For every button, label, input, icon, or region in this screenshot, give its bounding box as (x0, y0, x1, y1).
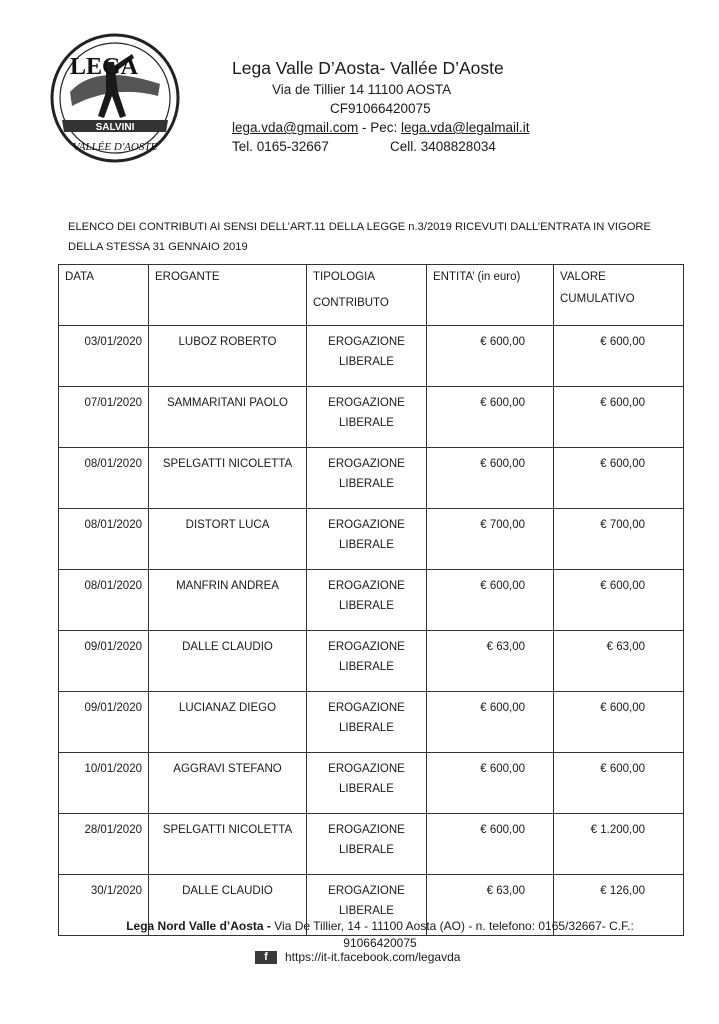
type-text: EROGAZIONE (328, 336, 405, 348)
donor-text: LUBOZ ROBERTO (178, 336, 277, 348)
donor-text: MANFRIN ANDREA (176, 580, 279, 592)
date-text: 03/01/2020 (84, 336, 142, 348)
org-name: Lega Valle D’Aosta- Vallée D’Aoste (232, 58, 504, 78)
date-text: 09/01/2020 (84, 641, 142, 653)
donor-text: DALLE CLAUDIO (182, 885, 273, 897)
amount-text: € 600,00 (480, 336, 525, 348)
header-entita: ENTITA’ (in euro) (427, 265, 554, 326)
table-row (59, 631, 684, 692)
amount-cell (427, 509, 554, 570)
type-text: EROGAZIONE (328, 824, 405, 836)
date-cell (59, 631, 149, 692)
donor-text: SPELGATTI NICOLETTA (162, 824, 293, 836)
logo-bottom-text: VALLÉE D'AOSTE (72, 141, 158, 153)
type-cell (307, 326, 427, 387)
type-text: EROGAZIONE (328, 519, 405, 531)
cumulative-text: € 600,00 (600, 336, 645, 348)
cumulative-text: € 600,00 (600, 580, 645, 592)
date-cell (59, 753, 149, 814)
donor-cell (149, 631, 307, 692)
header-valore-1: VALORE (560, 271, 606, 283)
letterhead (232, 56, 632, 156)
cumulative-cell (554, 387, 684, 448)
type-text: EROGAZIONE (328, 458, 405, 470)
cumulative-text: € 600,00 (600, 702, 645, 714)
footer-line-1 (80, 918, 680, 935)
amount-cell (427, 692, 554, 753)
type-cell (307, 814, 427, 875)
type-text: LIBERALE (339, 600, 394, 612)
donor-cell (149, 692, 307, 753)
donor-text: LUCIANAZ DIEGO (178, 702, 277, 714)
amount-cell (427, 631, 554, 692)
type-text: LIBERALE (339, 661, 394, 673)
date-cell (59, 814, 149, 875)
date-text: 08/01/2020 (84, 580, 142, 592)
type-text: LIBERALE (339, 539, 394, 551)
donor-text: DALLE CLAUDIO (182, 641, 273, 653)
amount-text: € 63,00 (486, 641, 525, 653)
tel-number: Tel. 0165-32667 (232, 139, 329, 154)
type-text: LIBERALE (339, 478, 394, 490)
amount-text: € 600,00 (480, 580, 525, 592)
cumulative-cell (554, 753, 684, 814)
table-row (59, 387, 684, 448)
date-cell (59, 387, 149, 448)
cell-number: Cell. 3408828034 (390, 139, 496, 154)
type-text: LIBERALE (339, 356, 394, 368)
table-row (59, 692, 684, 753)
amount-text: € 600,00 (480, 458, 525, 470)
footer-cf: 91066420075 (343, 936, 417, 950)
type-text: EROGAZIONE (328, 641, 405, 653)
contributions-table (58, 264, 684, 936)
date-cell (59, 326, 149, 387)
amount-text: € 600,00 (480, 763, 525, 775)
facebook-link[interactable]: https://it-it.facebook.com/legavda (285, 950, 461, 964)
donor-cell (149, 509, 307, 570)
intro-text (68, 217, 668, 257)
type-cell (307, 570, 427, 631)
donor-cell (149, 753, 307, 814)
amount-cell (427, 387, 554, 448)
type-text: EROGAZIONE (328, 885, 405, 897)
donor-text: SPELGATTI NICOLETTA (162, 458, 293, 470)
cumulative-text: € 600,00 (600, 397, 645, 409)
type-text: LIBERALE (339, 722, 394, 734)
phone-line (232, 137, 632, 156)
email-line (232, 118, 632, 137)
footer-address: Via De Tillier, 14 - 11100 Aosta (AO) - n. telefono: 0165/32667- C.F.: (270, 919, 634, 933)
date-text: 28/01/2020 (84, 824, 142, 836)
type-cell (307, 387, 427, 448)
type-cell (307, 509, 427, 570)
email-link[interactable]: lega.vda@gmail.com (232, 120, 359, 135)
type-text: EROGAZIONE (328, 702, 405, 714)
cumulative-cell (554, 448, 684, 509)
pec-link[interactable]: lega.vda@legalmail.it (401, 120, 530, 135)
footer (80, 918, 680, 952)
type-text: LIBERALE (339, 905, 394, 917)
cumulative-cell (554, 326, 684, 387)
amount-cell (427, 326, 554, 387)
intro-line-1: ELENCO DEI CONTRIBUTI AI SENSI DELL’ART.11 DELLA LEGGE n.3/2019 RICEVUTI DALL’ENTRATA IN VIGORE (68, 221, 651, 233)
org-address: Via de Tillier 14 11100 AOSTA (272, 82, 452, 97)
amount-text: € 600,00 (480, 824, 525, 836)
table-row (59, 448, 684, 509)
date-text: 07/01/2020 (84, 397, 142, 409)
type-text: EROGAZIONE (328, 397, 405, 409)
cumulative-cell (554, 570, 684, 631)
header-valore-2: CUMULATIVO (560, 293, 635, 305)
amount-text: € 63,00 (486, 885, 525, 897)
type-text: LIBERALE (339, 783, 394, 795)
type-cell (307, 448, 427, 509)
date-cell (59, 692, 149, 753)
amount-cell (427, 448, 554, 509)
type-text: LIBERALE (339, 417, 394, 429)
org-cf: CF91066420075 (330, 101, 431, 116)
cumulative-cell (554, 631, 684, 692)
logo-top-text: LEGA (70, 54, 139, 80)
amount-cell (427, 814, 554, 875)
type-text: EROGAZIONE (328, 580, 405, 592)
cumulative-text: € 126,00 (600, 885, 645, 897)
donor-cell (149, 570, 307, 631)
date-cell (59, 509, 149, 570)
amount-cell (427, 753, 554, 814)
header-tipologia-1: TIPOLOGIA (313, 271, 375, 283)
donor-cell (149, 814, 307, 875)
date-text: 30/1/2020 (90, 885, 142, 897)
header-data: DATA (59, 265, 149, 326)
table-row (59, 753, 684, 814)
donor-cell (149, 326, 307, 387)
donor-cell (149, 387, 307, 448)
amount-cell (427, 570, 554, 631)
donor-text: AGGRAVI STEFANO (173, 763, 282, 775)
cumulative-cell (554, 692, 684, 753)
header-valore (554, 265, 684, 326)
lega-logo (48, 32, 182, 164)
type-text: LIBERALE (339, 844, 394, 856)
type-cell (307, 692, 427, 753)
logo-band-text: SALVINI (95, 122, 135, 133)
date-cell (59, 448, 149, 509)
date-cell (59, 570, 149, 631)
cumulative-text: € 600,00 (600, 763, 645, 775)
donor-cell (149, 448, 307, 509)
pec-label: - Pec: (358, 120, 402, 135)
date-text: 08/01/2020 (84, 519, 142, 531)
table-row (59, 326, 684, 387)
cumulative-cell (554, 509, 684, 570)
type-cell (307, 631, 427, 692)
header-tipologia (307, 265, 427, 326)
table-header-row (59, 265, 684, 326)
type-text: EROGAZIONE (328, 763, 405, 775)
table-row (59, 570, 684, 631)
amount-text: € 600,00 (480, 397, 525, 409)
donor-text: SAMMARITANI PAOLO (167, 397, 288, 409)
donor-text: DISTORT LUCA (185, 519, 270, 531)
cumulative-text: € 600,00 (600, 458, 645, 470)
amount-text: € 700,00 (480, 519, 525, 531)
cumulative-text: € 63,00 (606, 641, 645, 653)
amount-text: € 600,00 (480, 702, 525, 714)
date-text: 08/01/2020 (84, 458, 142, 470)
cumulative-text: € 1.200,00 (590, 824, 645, 836)
intro-line-2: DELLA STESSA 31 GENNAIO 2019 (68, 241, 248, 253)
footer-org: Lega Nord Valle d’Aosta - (126, 919, 271, 933)
table-row (59, 814, 684, 875)
header-tipologia-2: CONTRIBUTO (313, 297, 389, 309)
cumulative-text: € 700,00 (600, 519, 645, 531)
facebook-row (255, 950, 460, 964)
cumulative-cell (554, 814, 684, 875)
date-text: 09/01/2020 (84, 702, 142, 714)
date-text: 10/01/2020 (84, 763, 142, 775)
table-row (59, 509, 684, 570)
type-cell (307, 753, 427, 814)
facebook-icon: f (255, 951, 277, 964)
header-erogante: EROGANTE (149, 265, 307, 326)
